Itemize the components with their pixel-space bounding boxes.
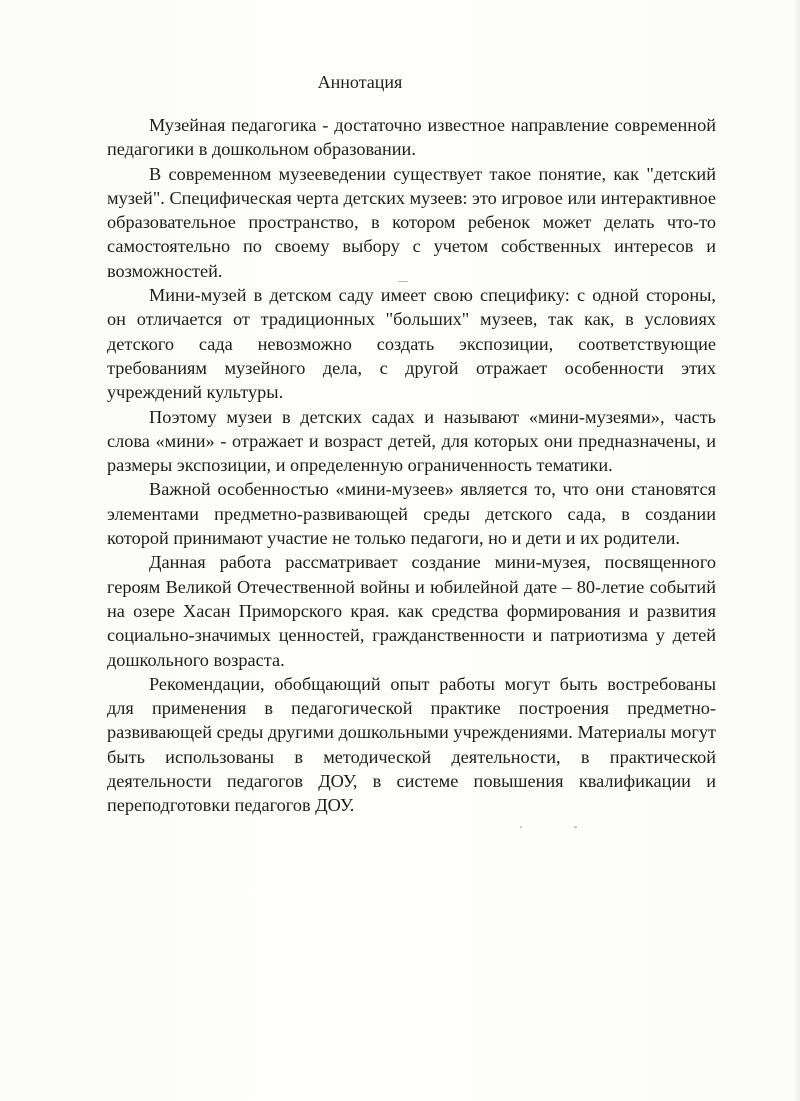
paragraph: Данная работа рассматривает создание мини-музея, посвященного героям Великой Отечественной войны и юбилейной дате – 80-летие событий на озере Хасан Приморского края. как средства формирования и развития социально-значимых ценностей, гражданственности и патриотизма у детей дошкольного возраста. bbox=[107, 552, 716, 670]
paragraph: Поэтому музеи в детских садах и называют «мини-музеями», часть слова «мини» - отражает и возраст детей, для которых они предназначены, и размеры экспозиции, и определенную ограниченность тематики. bbox=[107, 406, 716, 476]
paragraph: Музейная педагогика - достаточно известное направление современной педагогики в дошкольном образовании. bbox=[107, 115, 716, 160]
page-edge-shadow bbox=[794, 0, 800, 1101]
paragraph: Рекомендации, обобщающий опыт работы могут быть востребованы для применения в педагогической практике построения предметно-развивающей среды другими дошкольными учреждениями. Материалы могут быть использованы в методической деятельности, в практической деятельности педагогов ДОУ, в системе повышения квалификации и переподготовки педагогов ДОУ. bbox=[107, 673, 716, 816]
paragraph: В современном музееведении существует такое понятие, как "детский музей". Специфическая черта детских музеев: это игровое или интерактивное образовательное пространство, в котором ребенок может делать что-то самостоятельно по своему выбору с учетом собственных интересов и возможностей. bbox=[107, 163, 716, 281]
paragraph: Важной особенностью «мини-музеев» является то, что они становятся элементами предметно-развивающей среды детского сада, в создании которой принимают участие не только педагоги, но и дети и их родители. bbox=[107, 479, 716, 549]
page-title: Аннотация bbox=[317, 72, 403, 92]
scan-speck bbox=[520, 826, 522, 828]
annotation-body bbox=[107, 113, 716, 818]
paragraph: Мини-музей в детском саду имеет свою специфику: с одной стороны, он отличается от традиционных "больших" музеев, так как, в условиях детского сада невозможно создать экспозиции, соответствующие требованиям музейного дела, с другой отражает особенности этих учреждений культуры. bbox=[107, 285, 716, 403]
scan-speck bbox=[398, 281, 408, 282]
scan-speck bbox=[574, 826, 577, 828]
